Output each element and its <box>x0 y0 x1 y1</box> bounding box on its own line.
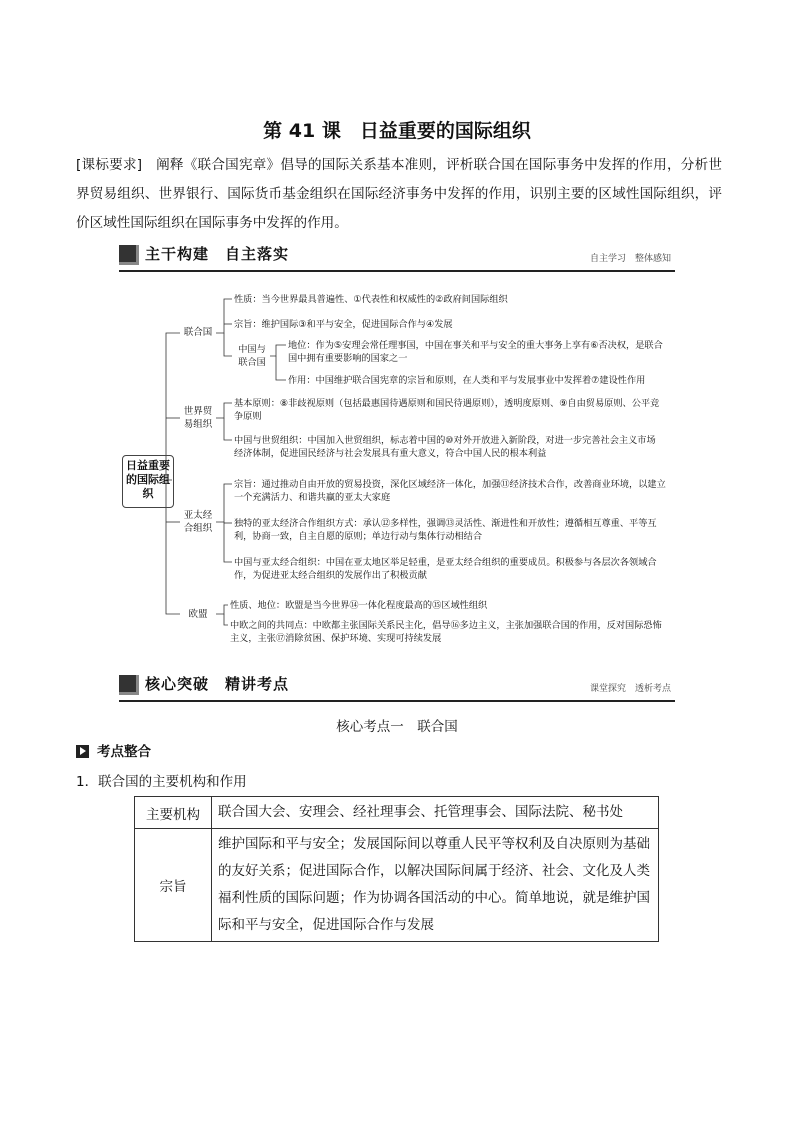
section-tagline: 课堂探究 透析考点 <box>589 684 671 694</box>
un-china-status: 地位：作为⑤安理会常任理事国，中国在事关和平与安全的重大事务上享有⑥否决权，是联合国中拥有重要影响的国家之一 <box>288 340 663 364</box>
topic-heading: 核心考点一 联合国 <box>336 719 458 735</box>
table-cell-key: 宗旨 <box>135 829 212 942</box>
wto-principles: 基本原则：⑧非歧视原则（包括最惠国待遇原则和国民待遇原则），透明度原则、⑨自由贸易原则、公平竞争原则 <box>234 398 660 422</box>
section-heading: 主干构建 自主落实 <box>145 245 290 263</box>
section-tagline: 自主学习 整体感知 <box>589 254 671 264</box>
subsection-heading: 考点整合 <box>76 740 151 760</box>
branch-un: 联合国 <box>183 327 213 338</box>
table-cell-value: 维护国际和平与安全；发展国际间以尊重人民平等权利及自决原则为基础的友好关系；促进国际合作，以解决国际间属于经济、社会、文化及人类福利性质的国际问题；作为协调各国活动的中心。简单地说，就是维护国际和平与安全，促进国际合作与发展 <box>212 829 659 942</box>
apec-china: 中国与亚太经合组织：中国在亚太地区举足轻重，是亚太经合组织的重要成员。积极参与各层次各领域合作，为促进亚太经合组织的发展作出了积极贡献 <box>234 557 657 581</box>
un-nature: 性质：当今世界最具普遍性、①代表性和权威性的②政府间国际组织 <box>234 294 508 305</box>
eu-nature: 性质、地位：欧盟是当今世界⑭一体化程度最高的⑮区域性组织 <box>230 600 488 611</box>
un-china-label: 中国与联合国 <box>238 344 266 368</box>
section-square-icon <box>119 675 139 695</box>
table-row <box>135 829 659 942</box>
section-heading: 核心突破 精讲考点 <box>145 675 290 693</box>
wto-china: 中国与世贸组织：中国加入世贸组织，标志着中国的⑩对外开放进入新阶段，对进一步完善社会主义市场经济体制，促进国民经济与社会发展具有重大意义，符合中国人民的根本利益 <box>234 435 656 459</box>
branch-wto: 世界贸易组织 <box>183 406 213 430</box>
apec-purpose: 宗旨：通过推动自由开放的贸易投资，深化区域经济一体化，加强⑪经济技术合作，改善商业环境，以建立一个充满活力、和谐共赢的亚太大家庭 <box>234 479 666 503</box>
requirement-text: 阐释《联合国宪章》倡导的国际关系基本准则，评析联合国在国际事务中发挥的作用，分析世界贸易组织、世界银行、国际货币基金组织在国际经济事务中发挥的作用，识别主要的区域性国际组织，评价区域性国际组织在国际事务中发挥的作用。 <box>76 157 723 231</box>
un-china-role: 作用：中国维护联合国宪章的宗旨和原则，在人类和平与发展事业中发挥着⑦建设性作用 <box>288 375 646 386</box>
mindmap-root: 日益重要的国际组织 <box>122 455 174 508</box>
play-icon <box>76 745 89 758</box>
table-cell-key: 主要机构 <box>135 797 212 829</box>
section-header-2 <box>119 673 675 702</box>
apec-method: 独特的亚太经济合作组织方式：承认⑫多样性，强调⑬灵活性、渐进性和开放性；遵循相互尊重、平等互利，协商一致，自主自愿的原则；单边行动与集体行动相结合 <box>234 518 657 542</box>
branch-apec: 亚太经合组织 <box>183 510 213 534</box>
list-item-1: 1．联合国的主要机构和作用 <box>76 774 247 790</box>
eu-common: 中欧之间的共同点：中欧都主张国际关系民主化，倡导⑯多边主义，主张加强联合国的作用，反对国际恐怖主义，主张⑰消除贫困、保护环境、实现可持续发展 <box>230 620 662 644</box>
branch-eu: 欧盟 <box>188 609 208 620</box>
page-title: 第 41 课 日益重要的国际组织 <box>263 120 531 142</box>
un-purpose: 宗旨：维护国际③和平与安全，促进国际合作与④发展 <box>234 319 453 330</box>
requirement-tag: [课标要求] <box>76 157 143 173</box>
un-organ-table <box>134 796 659 942</box>
table-cell-value: 联合国大会、安理会、经社理事会、托管理事会、国际法院、秘书处 <box>212 797 659 829</box>
table-row <box>135 797 659 829</box>
